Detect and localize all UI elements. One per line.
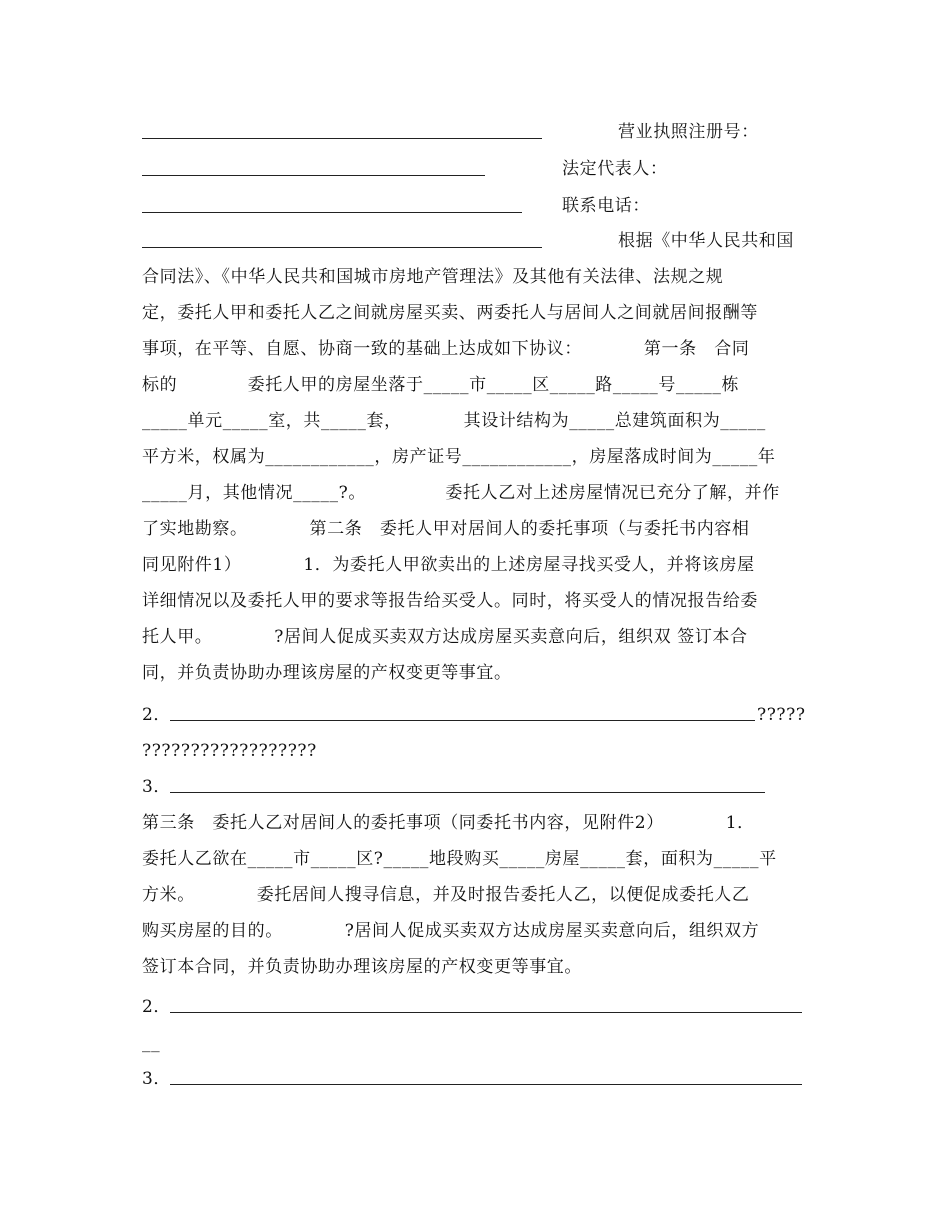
article3-line: 第三条 委托人乙对居间人的委托事项（同委托书内容，见附件2） 1． — [142, 813, 755, 833]
article3-line: 方米。 委托居间人搜寻信息，并及时报告委托人乙，以便促成委托人乙 — [142, 885, 750, 905]
contact-phone-label: 联系电话： — [562, 196, 650, 216]
body-line: 事项，在平等、自愿、协商一致的基础上达成如下协议： 第一条 合同 — [142, 339, 750, 359]
item-number: 3． — [142, 1069, 172, 1089]
body-line: 详细情况以及委托人甲的要求等报告给买受人。同时，将买受人的情况报告给委 — [142, 591, 758, 611]
item-tail: ????? — [757, 705, 806, 725]
blank-line — [142, 138, 542, 139]
body-line: 平方米，权属为____________，房产证号____________，房屋落成时间为_____年 — [142, 447, 776, 467]
article3-line: 购买房屋的目的。 ?居间人促成买卖双方达成房屋买卖意向后，组织双方 — [142, 921, 760, 941]
blank-line — [170, 720, 755, 721]
item-continuation: __ — [142, 1033, 161, 1053]
item-number: 2． — [142, 997, 172, 1017]
body-line: 合同法》、《中华人民共和国城市房地产管理法》及其他有关法律、法规之规 — [142, 267, 724, 287]
paragraph-start: 根据《中华人民共和国 — [618, 231, 794, 251]
legal-representative-label: 法定代表人： — [562, 159, 668, 179]
blank-line — [170, 1084, 802, 1085]
body-line: 托人甲。 ?居间人促成买卖双方达成房屋买卖意向后，组织双 签订本合 — [142, 627, 748, 647]
body-line: 了实地勘察。 第二条 委托人甲对居间人的委托事项（与委托书内容相 — [142, 519, 750, 539]
blank-line — [170, 1012, 802, 1013]
article3-line: 签订本合同，并负责协助办理该房屋的产权变更等事宜。 — [142, 957, 582, 977]
blank-line — [142, 247, 542, 248]
body-line: 标的 委托人甲的房屋坐落于_____市_____区_____路_____号_____栋 — [142, 375, 740, 395]
blank-line — [142, 175, 485, 176]
body-line: _____单元_____室，共_____套， 其设计结构为_____总建筑面积为_____ — [142, 411, 766, 431]
body-line: _____月，其他情况_____?。 委托人乙对上述房屋情况已充分了解，并作 — [142, 483, 780, 503]
item-number: 3． — [142, 777, 172, 797]
blank-line — [142, 212, 522, 213]
article3-line: 委托人乙欲在_____市_____区?_____地段购买_____房屋_____套，面积为_____平 — [142, 849, 777, 869]
blank-line — [170, 792, 765, 793]
item-number: 2． — [142, 705, 172, 725]
item-continuation: ?????????????????? — [142, 741, 317, 761]
license-number-label: 营业执照注册号： — [618, 122, 759, 142]
body-line: 同，并负责协助办理该房屋的产权变更等事宜。 — [142, 663, 512, 683]
body-line: 定，委托人甲和委托人乙之间就房屋买卖、两委托人与居间人之间就居间报酬等 — [142, 303, 758, 323]
body-line: 同见附件1） 1．为委托人甲欲卖出的上述房屋寻找买受人，并将该房屋 — [142, 555, 755, 575]
